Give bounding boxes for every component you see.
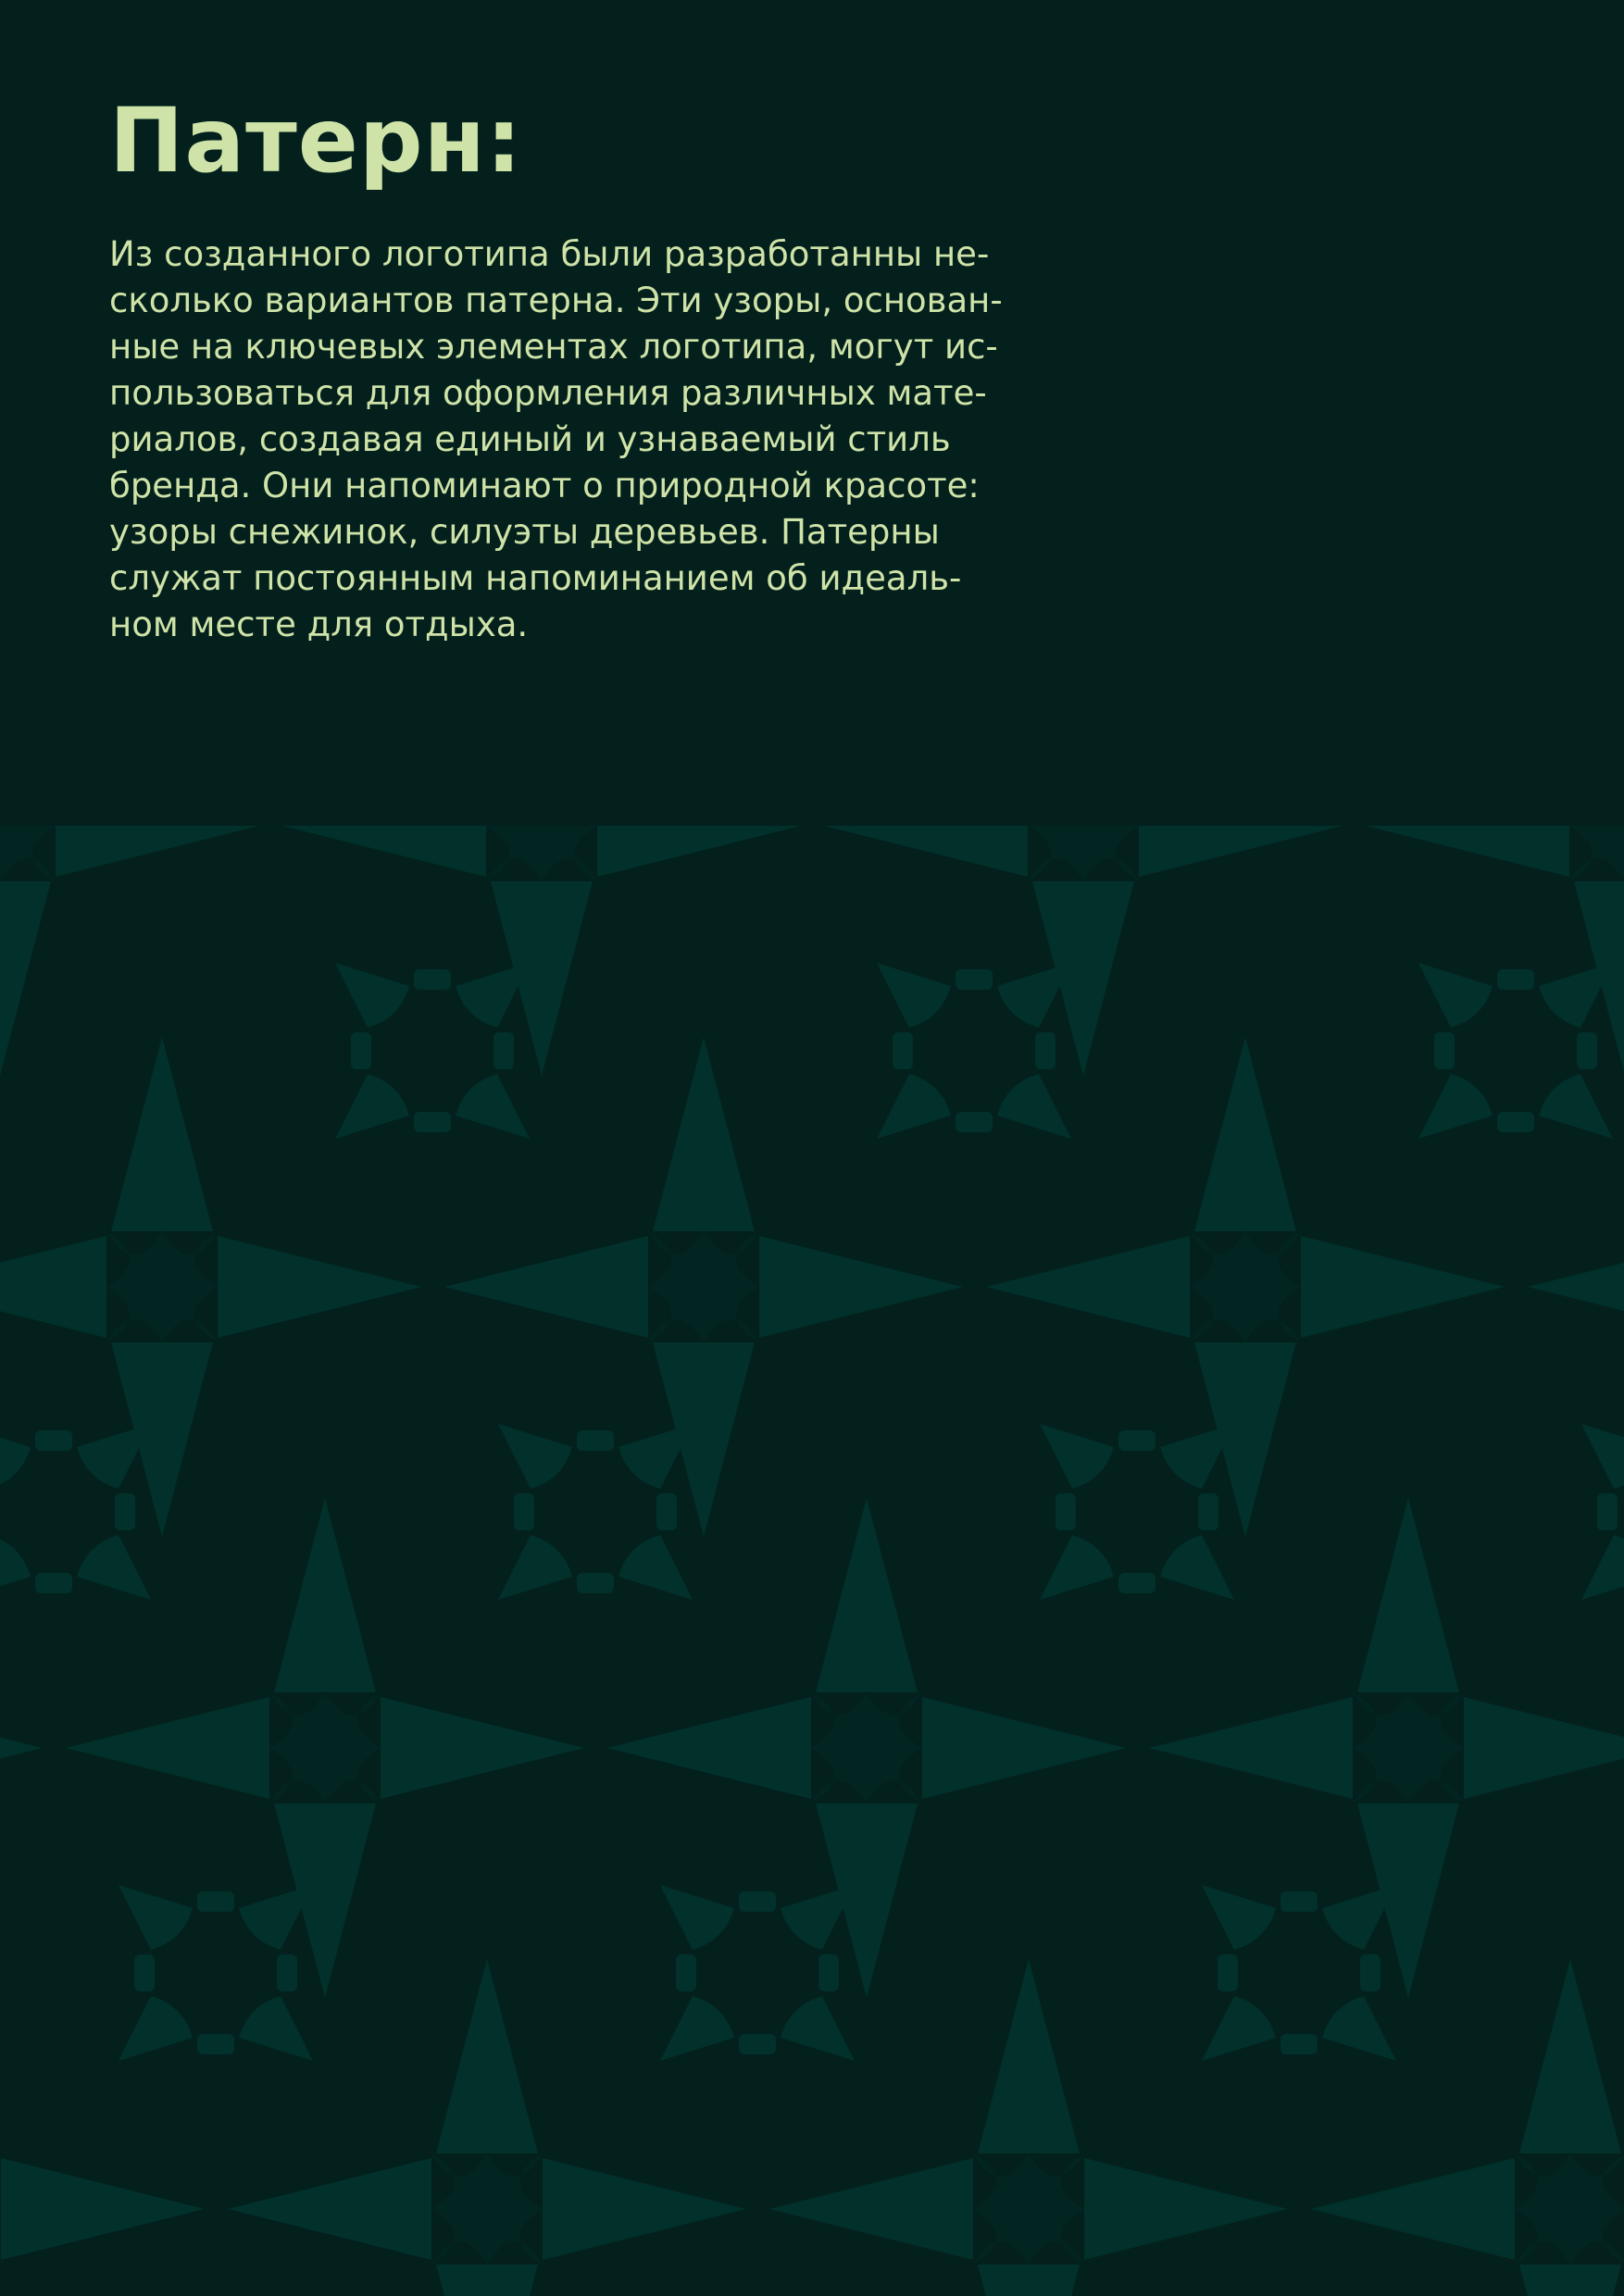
description-line: Из созданного логотипа были разработанны не-: [109, 234, 990, 274]
description-text: [109, 231, 1128, 648]
pattern-star: [0, 826, 259, 1076]
description-line: пользоваться для оформления различных мате-: [109, 373, 987, 413]
description-line: ные на ключевых элементах логотипа, могут ис-: [109, 327, 998, 367]
page-title: Патерн:: [109, 89, 523, 193]
decorative-pattern: [0, 826, 1624, 2296]
pattern-star: [228, 1959, 746, 2296]
pattern-flower: [660, 1885, 855, 2061]
pattern-flower: [1040, 1424, 1234, 1600]
pattern-flower: [877, 963, 1071, 1139]
pattern-flower: [1581, 1424, 1624, 1600]
description-line: служат постоянным напоминанием об идеаль-: [109, 558, 962, 598]
description-line: бренда. Они напоминают о природной красоте:: [109, 466, 980, 505]
pattern-star: [769, 1959, 1288, 2296]
description-line: сколько вариантов патерна. Эти узоры, основан-: [109, 281, 1003, 320]
pattern-flower: [1418, 963, 1613, 1139]
pattern-flower: [0, 1424, 151, 1600]
pattern-flower: [498, 1424, 693, 1600]
description-line: риалов, создавая единый и узнаваемый стиль: [109, 419, 951, 459]
pattern-flower: [119, 1885, 313, 2061]
pattern-flower: [335, 963, 530, 1139]
description-line: узоры снежинок, силуэты деревьев. Патерны: [109, 512, 940, 552]
description-line: ном месте для отдыха.: [109, 605, 529, 644]
pattern-flower: [1202, 1885, 1396, 2061]
